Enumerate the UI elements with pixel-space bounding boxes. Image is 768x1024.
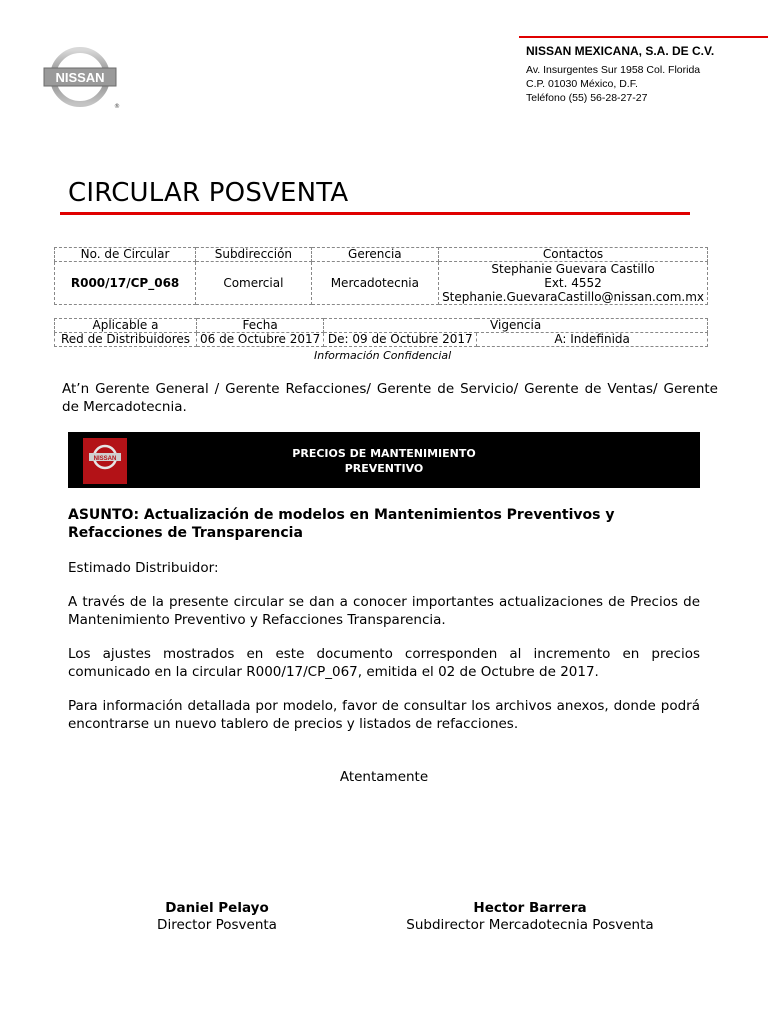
header-cell: Gerencia: [311, 248, 438, 262]
signer-role: Subdirector Mercadotecnia Posventa: [406, 917, 654, 933]
svg-text:NISSAN: NISSAN: [55, 70, 105, 85]
body-paragraph: Los ajustes mostrados en este documento corresponden al incremento en precios comunicado en la circular R000/17/CP_067, emitida el 02 de Octubre de 2017.: [68, 646, 700, 680]
header-red-line: [519, 36, 768, 38]
contact-email[interactable]: Stephanie.GuevaraCastillo@nissan.com.mx: [442, 290, 704, 304]
aplicable-value: Red de Distribuidores: [55, 333, 197, 347]
vigencia-from: De: 09 de Octubre 2017: [324, 333, 477, 347]
signature-block: [117, 900, 317, 934]
body-paragraph: A través de la presente circular se dan a conocer importantes actualizaciones de Precios de Mantenimiento Preventivo y Refacciones Transparencia.: [68, 594, 700, 628]
contact-name: Stephanie Guevara Castillo: [491, 262, 655, 276]
circular-number: R000/17/CP_068: [55, 262, 196, 305]
table-header-row: [55, 319, 708, 333]
table-row: [55, 333, 708, 347]
page-title: CIRCULAR POSVENTA: [68, 178, 349, 208]
title-underline: [60, 212, 690, 215]
company-name: NISSAN MEXICANA, S.A. DE C.V.: [526, 44, 715, 58]
fecha-value: 06 de Octubre 2017: [197, 333, 324, 347]
banner-title: [68, 446, 700, 476]
signer-name: Hector Barrera: [473, 900, 587, 916]
subject-heading: ASUNTO: Actualización de modelos en Mantenimientos Preventivos y Refacciones de Transparencia: [68, 507, 615, 541]
header-cell: Fecha: [197, 319, 324, 333]
gerencia-value: Mercadotecnia: [311, 262, 438, 305]
greeting: Estimado Distribuidor:: [68, 560, 219, 576]
contacts-cell: [439, 262, 708, 305]
svg-text:NISSAN: NISSAN: [93, 456, 117, 462]
company-address: [526, 63, 714, 105]
header-cell: No. de Circular: [55, 248, 196, 262]
applicability-table: [54, 318, 708, 347]
banner-line-1: PRECIOS DE MANTENIMIENTO: [292, 447, 476, 460]
subdireccion-value: Comercial: [196, 262, 312, 305]
header-cell: Aplicable a: [55, 319, 197, 333]
address-line-2: C.P. 01030 México, D.F.: [526, 78, 638, 90]
header-cell: Subdirección: [196, 248, 312, 262]
circular-info-table: [54, 247, 708, 305]
svg-text:®: ®: [114, 103, 120, 110]
header-cell: Vigencia: [324, 319, 708, 333]
nissan-logo: [42, 44, 122, 110]
signature-block: [400, 900, 660, 934]
contact-extension: Ext. 4552: [544, 276, 602, 290]
table-row: [55, 262, 708, 305]
table-header-row: [55, 248, 708, 262]
address-line-1: Av. Insurgentes Sur 1958 Col. Florida: [526, 64, 701, 76]
topic-banner: [68, 432, 700, 488]
attention-line: At’n Gerente General / Gerente Refacciones/ Gerente de Servicio/ Gerente de Ventas/ Gerente de Mercadotecnia.: [62, 381, 718, 415]
vigencia-to: A: Indefinida: [477, 333, 708, 347]
company-phone: Teléfono (55) 56-28-27-27: [526, 92, 648, 104]
company-block: [526, 44, 714, 105]
signer-role: Director Posventa: [157, 917, 277, 933]
confidential-note: Información Confidencial: [314, 349, 452, 362]
body-paragraph: Para información detallada por modelo, favor de consultar los archivos anexos, donde podrá encontrarse un nuevo tablero de precios y listados de refacciones.: [68, 698, 700, 732]
header-cell: Contactos: [439, 248, 708, 262]
closing: Atentamente: [339, 769, 429, 785]
signer-name: Daniel Pelayo: [165, 900, 269, 916]
banner-line-2: PREVENTIVO: [344, 462, 424, 475]
